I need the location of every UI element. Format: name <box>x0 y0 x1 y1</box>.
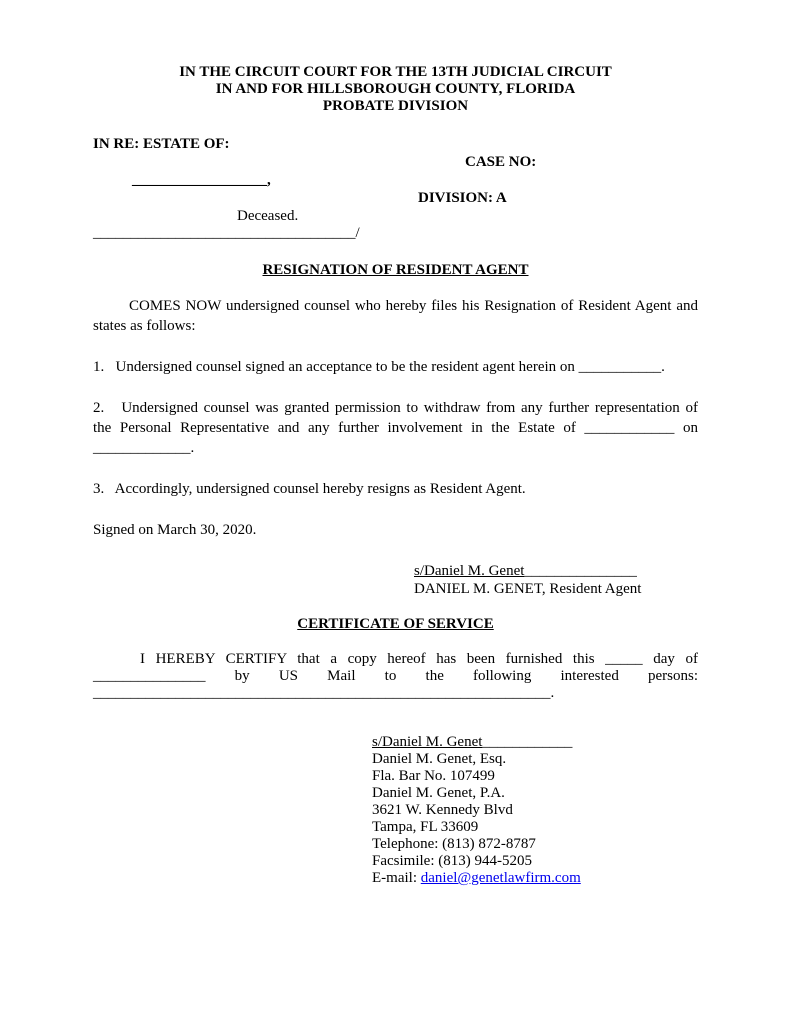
item-2-line-3: _____________. <box>93 440 195 456</box>
bar-number: Fla. Bar No. 107499 <box>372 768 495 784</box>
in-re-label: IN RE: ESTATE OF: <box>93 136 230 152</box>
division-label: DIVISION: A <box>418 190 507 206</box>
signature-line-1 <box>414 563 637 580</box>
signer-name-title: DANIEL M. GENET, Resident Agent <box>414 581 642 597</box>
certificate-line-3: _____________________________________________________________. <box>93 685 555 701</box>
intro-line-2: states as follows: <box>93 318 196 334</box>
email-link[interactable]: daniel@genetlawfirm.com <box>420 870 581 886</box>
case-no-label: CASE NO: <box>465 154 537 170</box>
intro-line-1: COMES NOW undersigned counsel who hereby files his Resignation of Resident Agent and <box>129 298 698 314</box>
item-2-line-1: 2. Undersigned counsel was granted permission to withdraw from any further representation of <box>93 400 698 416</box>
item-3: 3. Accordingly, undersigned counsel hereby resigns as Resident Agent. <box>93 481 526 497</box>
decedent-name-blank: __________________, <box>132 172 271 188</box>
deceased-label: Deceased. <box>237 208 299 224</box>
electronic-signature-2: s/Daniel M. Genet <box>372 734 483 750</box>
caption-rule: ___________________________________/ <box>93 225 360 241</box>
certificate-line-2: _______________ by US Mail to the following interested persons: <box>93 668 698 684</box>
signed-on-date: Signed on March 30, 2020. <box>93 522 257 538</box>
signature-line-2 <box>372 734 581 751</box>
court-header-line-1: IN THE CIRCUIT COURT FOR THE 13TH JUDICIAL CIRCUIT <box>179 64 612 80</box>
court-header-line-2: IN AND FOR HILLSBOROUGH COUNTY, FLORIDA <box>215 81 576 97</box>
firm-name: Daniel M. Genet, P.A. <box>372 785 505 801</box>
item-1: 1. Undersigned counsel signed an acceptance to be the resident agent herein on ___________. <box>93 359 665 375</box>
court-header-line-3: PROBATE DIVISION <box>322 98 469 114</box>
facsimile: Facsimile: (813) 944-5205 <box>372 853 532 869</box>
certificate-line-1: I HEREBY CERTIFY that a copy hereof has been furnished this _____ day of <box>140 651 698 667</box>
item-2-line-2: the Personal Representative and any further involvement in the Estate of ____________ on <box>93 420 698 436</box>
signature-pad: _______________ <box>524 563 637 579</box>
document-title: RESIGNATION OF RESIDENT AGENT <box>262 262 529 278</box>
city-state-zip: Tampa, FL 33609 <box>372 819 479 835</box>
attorney-name: Daniel M. Genet, Esq. <box>372 751 507 767</box>
email-line <box>372 870 581 887</box>
street-address: 3621 W. Kennedy Blvd <box>372 802 513 818</box>
court-header <box>0 64 791 115</box>
certificate-title: CERTIFICATE OF SERVICE <box>297 616 494 632</box>
electronic-signature: s/Daniel M. Genet <box>414 563 525 579</box>
telephone: Telephone: (813) 872-8787 <box>372 836 536 852</box>
signature-pad-2: ____________ <box>482 734 573 750</box>
attorney-signature-block <box>372 734 581 887</box>
email-label: E-mail: <box>372 870 421 886</box>
